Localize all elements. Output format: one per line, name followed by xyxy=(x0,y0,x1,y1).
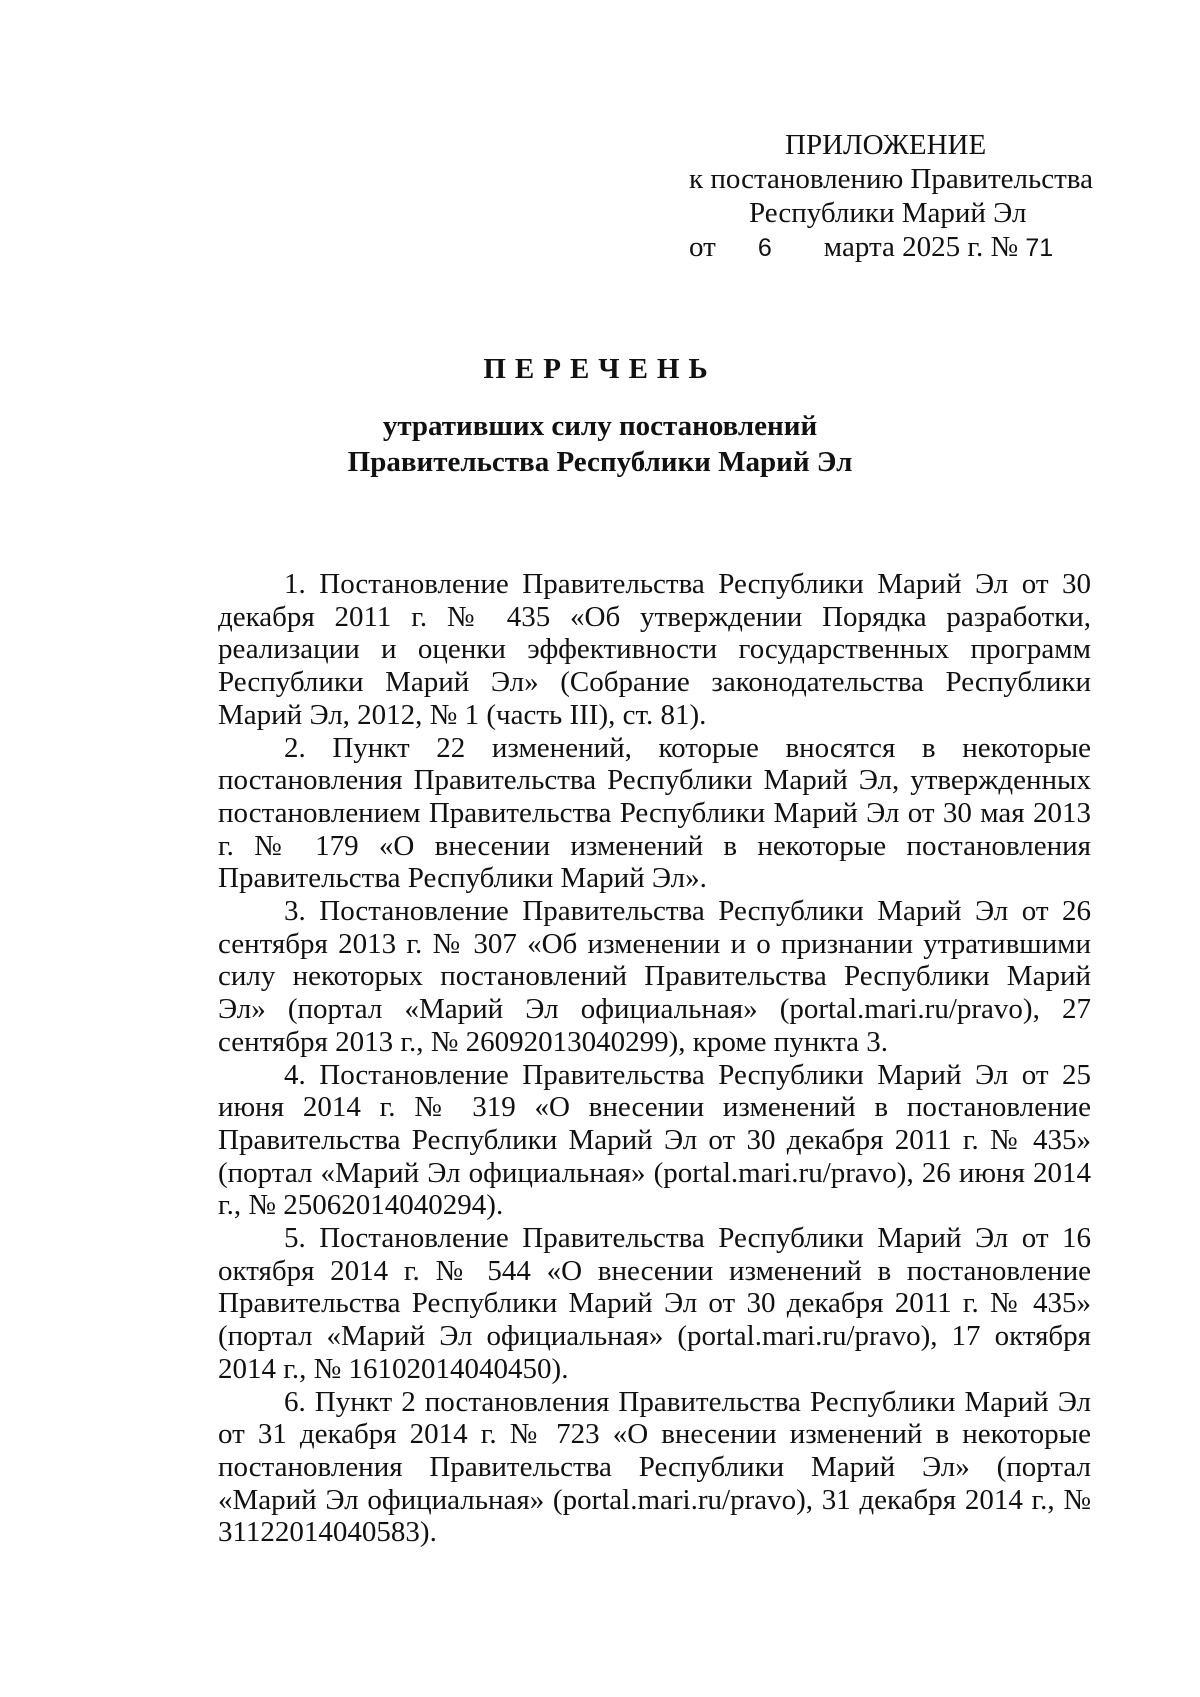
appendix-date-line xyxy=(689,230,1089,265)
appendix-line-2: к постановлению Правительства xyxy=(689,163,1093,195)
list-item-4: 4. Постановление Правительства Республики Марий Эл от 25 июня 2014 г. № 319 «О внесении изменений в постановление Правительства Республики Марий Эл от 30 декабря 2011 г. № 435» (портал «Марий Эл официальная» (portal.mari.ru/pravo), 26 июня 2014 г., № 25062014040294). xyxy=(218,1058,1091,1222)
list-item-6: 6. Пункт 2 постановления Правительства Республики Марий Эл от 31 декабря 2014 г. № 723 «О внесении изменений в некоторые постановления Правительства Республики Марий Эл» (портал «Марий Эл официальная» (portal.mari.ru/pravo), 31 декабря 2014 г., № 31122014040583). xyxy=(218,1385,1091,1549)
subtitle-line-1: утративших силу постановлений xyxy=(382,410,818,442)
document-title: ПЕРЕЧЕНЬ xyxy=(483,353,717,385)
appendix-line-3: Республики Марий Эл xyxy=(749,197,1027,229)
items-list xyxy=(218,568,1091,1549)
appendix-header xyxy=(689,128,1093,265)
list-item-1: 1. Постановление Правительства Республики Марий Эл от 30 декабря 2011 г. № 435 «Об утверждении Порядка разработки, реализации и оценки эффективности государственных программ Республики Марий Эл» (Собрание законодательства Республики Марий Эл, 2012, № 1 (часть III), ст. 81). xyxy=(218,568,1091,731)
date-day: 6 xyxy=(757,234,772,262)
list-item-5: 5. Постановление Правительства Республики Марий Эл от 16 октября 2014 г. № 544 «О внесении изменений в постановление Правительства Республики Марий Эл от 30 декабря 2011 г. № 435» (портал «Марий Эл официальная» (portal.mari.ru/pravo), 17 октября 2014 г., № 16102014040450). xyxy=(218,1222,1091,1385)
subtitle-line-2: Правительства Республики Марий Эл xyxy=(347,446,853,478)
list-item-3: 3. Постановление Правительства Республики Марий Эл от 26 сентября 2013 г. № 307 «Об изменении и о признании утратившими силу некоторых постановлений Правительства Республики Марий Эл» (портал «Марий Эл официальная» (portal.mari.ru/pravo), 27 сентября 2013 г., № 26092013040299), кроме пункта 3. xyxy=(218,895,1091,1058)
document-subtitle xyxy=(0,408,1200,480)
date-prefix: от xyxy=(689,231,716,263)
appendix-title: ПРИЛОЖЕНИЕ xyxy=(785,129,987,161)
list-item-2: 2. Пункт 22 изменений, которые вносятся в некоторые постановления Правительства Республики Марий Эл, утвержденных постановлением Правительства Республики Марий Эл от 30 мая 2013 г. № 179 «О внесении изменений в некоторые постановления Правительства Республики Марий Эл». xyxy=(218,731,1091,895)
document-number: 71 xyxy=(1025,234,1054,262)
date-month-year: марта 2025 г. № xyxy=(823,231,1019,263)
